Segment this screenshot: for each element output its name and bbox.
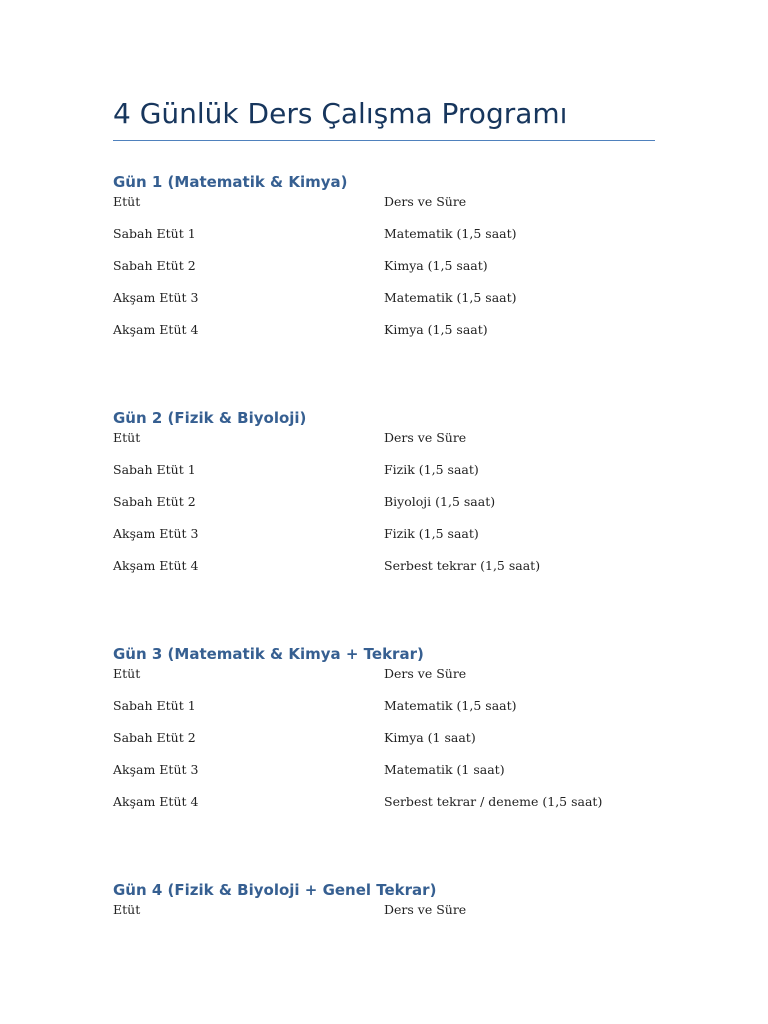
- table-header-row: [113, 193, 673, 225]
- table-row: [113, 557, 673, 589]
- day-heading: Gün 3 (Matematik & Kimya + Tekrar): [113, 645, 424, 663]
- ders-cell: Matematik (1,5 saat): [384, 290, 517, 305]
- table-row: [113, 289, 673, 321]
- etut-cell: Akşam Etüt 3: [113, 290, 199, 305]
- column-header-ders: Ders ve Süre: [384, 430, 467, 445]
- etut-cell: Sabah Etüt 2: [113, 730, 196, 745]
- title-underline: [113, 140, 655, 141]
- ders-cell: Biyoloji (1,5 saat): [384, 494, 496, 509]
- table-row: [113, 257, 673, 289]
- ders-cell: Kimya (1,5 saat): [384, 322, 488, 337]
- column-header-etut: Etüt: [113, 902, 141, 917]
- day-3-table: [113, 665, 673, 825]
- table-header-row: [113, 429, 673, 461]
- etut-cell: Sabah Etüt 1: [113, 698, 196, 713]
- ders-cell: Serbest tekrar (1,5 saat): [384, 558, 541, 573]
- column-header-etut: Etüt: [113, 666, 141, 681]
- table-row: [113, 493, 673, 525]
- ders-cell: Matematik (1 saat): [384, 762, 505, 777]
- column-header-etut: Etüt: [113, 430, 141, 445]
- ders-cell: Kimya (1 saat): [384, 730, 476, 745]
- table-row: [113, 461, 673, 493]
- table-row: [113, 761, 673, 793]
- day-3-section: [113, 642, 673, 825]
- column-header-ders: Ders ve Süre: [384, 902, 467, 917]
- table-row: [113, 793, 673, 825]
- column-header-ders: Ders ve Süre: [384, 194, 467, 209]
- day-2-section: [113, 406, 673, 589]
- day-1-section: [113, 170, 673, 353]
- etut-cell: Sabah Etüt 2: [113, 494, 196, 509]
- ders-cell: Matematik (1,5 saat): [384, 698, 517, 713]
- table-row: [113, 225, 673, 257]
- etut-cell: Akşam Etüt 4: [113, 558, 199, 573]
- table-row: [113, 729, 673, 761]
- table-header-row: [113, 665, 673, 697]
- ders-cell: Fizik (1,5 saat): [384, 526, 479, 541]
- etut-cell: Sabah Etüt 2: [113, 258, 196, 273]
- etut-cell: Akşam Etüt 4: [113, 794, 199, 809]
- ders-cell: Kimya (1,5 saat): [384, 258, 488, 273]
- day-heading: Gün 2 (Fizik & Biyoloji): [113, 409, 307, 427]
- table-row: [113, 321, 673, 353]
- column-header-etut: Etüt: [113, 194, 141, 209]
- day-1-table: [113, 193, 673, 353]
- etut-cell: Sabah Etüt 1: [113, 226, 196, 241]
- day-heading: Gün 4 (Fizik & Biyoloji + Genel Tekrar): [113, 881, 437, 899]
- etut-cell: Akşam Etüt 3: [113, 762, 199, 777]
- etut-cell: Akşam Etüt 3: [113, 526, 199, 541]
- day-4-section: [113, 878, 673, 933]
- day-4-table: [113, 901, 673, 933]
- column-header-ders: Ders ve Süre: [384, 666, 467, 681]
- ders-cell: Fizik (1,5 saat): [384, 462, 479, 477]
- day-heading: Gün 1 (Matematik & Kimya): [113, 173, 348, 191]
- ders-cell: Serbest tekrar / deneme (1,5 saat): [384, 794, 603, 809]
- etut-cell: Sabah Etüt 1: [113, 462, 196, 477]
- ders-cell: Matematik (1,5 saat): [384, 226, 517, 241]
- day-2-table: [113, 429, 673, 589]
- document-title: 4 Günlük Ders Çalışma Programı: [113, 97, 568, 130]
- table-header-row: [113, 901, 673, 933]
- table-row: [113, 525, 673, 557]
- etut-cell: Akşam Etüt 4: [113, 322, 199, 337]
- table-row: [113, 697, 673, 729]
